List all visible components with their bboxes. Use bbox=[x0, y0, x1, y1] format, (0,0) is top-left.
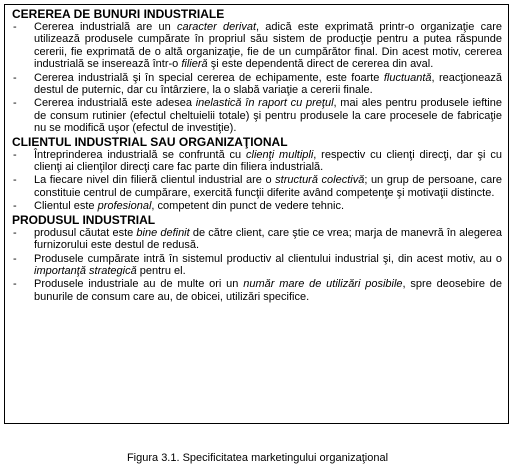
bullet-list bbox=[12, 21, 502, 135]
text-run: , spre deosebire de bunurile de consum care au, de obicei, utilizări specifice. bbox=[34, 278, 503, 303]
text-run: produsul căutat este bbox=[34, 226, 137, 239]
text-run: şi este dependentă direct de cererea din aval. bbox=[207, 58, 434, 71]
text-run: , mai ales pentru produsele ieftine de consum rutinier (efectul cheltuielii totale) şi pentru produsele la care procesele de fabricaţie nu se modifică uşor (efectul de investiţie). bbox=[34, 97, 502, 135]
list-item bbox=[12, 253, 502, 278]
bullet-list bbox=[12, 149, 502, 213]
list-item bbox=[12, 278, 502, 303]
emphasis-text: structură colectivă bbox=[275, 174, 365, 187]
text-run: ; un grup de persoane, care constituie centrul de cumpărare, exercită funcţii diferite având competenţe şi motivaţii distincte. bbox=[34, 174, 502, 199]
emphasis-text: număr mare de utilizări posibile bbox=[243, 278, 403, 291]
emphasis-text: fluctuantă bbox=[383, 71, 432, 84]
text-run: de către client, care ştie ce vrea; marja de manevră în alegerea furnizorului este destul de redusă. bbox=[34, 226, 502, 252]
text-run: Întreprinderea industrială se confruntă cu bbox=[34, 148, 247, 161]
text-run: Produsele industriale au de multe ori un bbox=[34, 278, 244, 291]
bullet-list bbox=[12, 227, 502, 303]
section-demand bbox=[12, 8, 502, 135]
emphasis-text: clienţi multipli bbox=[246, 148, 314, 161]
text-run: , competent din punct de vedere tehnic. bbox=[151, 200, 345, 213]
section-heading: CEREREA DE BUNURI INDUSTRIALE bbox=[12, 7, 225, 21]
emphasis-text: profesional bbox=[97, 200, 152, 213]
emphasis-text: caracter derivat bbox=[177, 21, 256, 33]
list-item bbox=[12, 97, 502, 134]
text-run: Cererea industrială are un bbox=[34, 21, 177, 33]
content-box bbox=[4, 4, 509, 424]
list-item bbox=[12, 200, 502, 212]
text-run: La fiecare nivel din filieră clientul industrial are o bbox=[34, 174, 276, 187]
text-run: Cererea industrială şi în special cererea de echipamente, este foarte bbox=[34, 71, 384, 84]
emphasis-text: inelastică în raport cu preţul bbox=[195, 97, 334, 110]
text-run: Produsele cumpărate intră în sistemul productiv al clientului industrial şi, din acest motiv, au o bbox=[34, 252, 502, 265]
list-item bbox=[12, 149, 502, 174]
text-run: Cererea industrială este adesea bbox=[34, 97, 196, 110]
text-run: pentru el. bbox=[136, 264, 186, 277]
text-run: , reacţionează destul de puternic, dar cu întârziere, la o slabă variaţie a cererii finale. bbox=[34, 71, 502, 97]
emphasis-text: bine definit bbox=[136, 226, 190, 239]
text-run: Clientul este bbox=[34, 200, 98, 213]
section-heading: CLIENTUL INDUSTRIAL SAU ORGANIZAŢIONAL bbox=[12, 134, 288, 149]
emphasis-text: importanţă strategică bbox=[34, 264, 137, 277]
section-client bbox=[12, 136, 502, 213]
text-run: , adică este exprimată printr-o organizaţie care utilizează produsele cumpărate în propriul său sistem de producţie pentru a putea răspunde cererii, fie exprimată de o altă organizaţie, fie de un cumpărător final. Din acest motiv, cererea industrială se inserează într-o bbox=[34, 21, 502, 71]
figure-caption: Figura 3.1. Specificitatea marketingului organizaţional bbox=[126, 452, 389, 464]
section-product bbox=[12, 214, 502, 303]
emphasis-text: filieră bbox=[181, 58, 208, 71]
section-heading: PRODUSUL INDUSTRIAL bbox=[12, 212, 156, 227]
list-item bbox=[12, 174, 502, 199]
list-item bbox=[12, 72, 502, 97]
text-run: , respectiv cu clienţi direcţi, dar şi cu clienţi ai clienţilor direcţi care fac parte din filiera industrială. bbox=[34, 148, 502, 174]
list-item bbox=[12, 227, 502, 252]
list-item bbox=[12, 21, 502, 71]
